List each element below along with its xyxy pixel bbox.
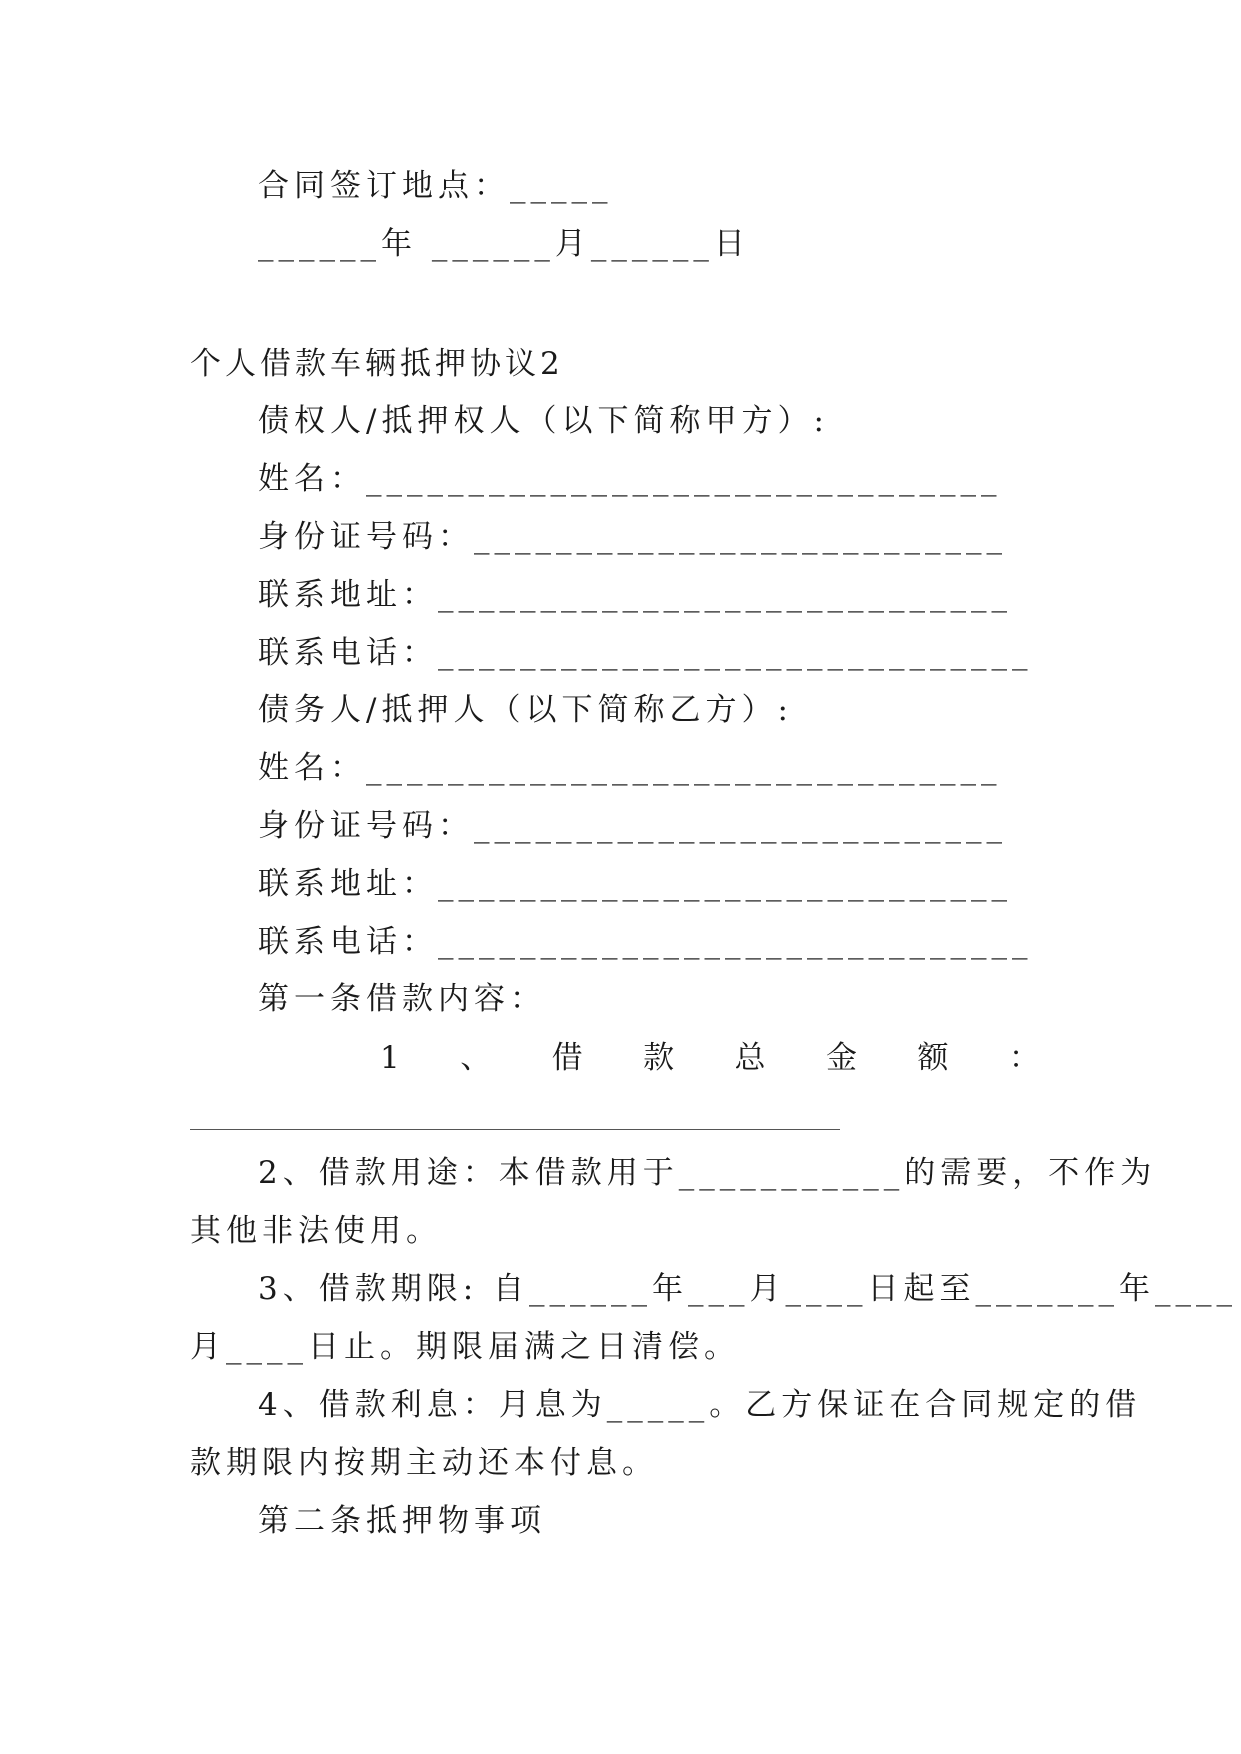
loan-total-char: 借 bbox=[551, 1040, 583, 1076]
loan-total-char: 、 bbox=[460, 1040, 492, 1076]
loan-total-char: 款 bbox=[643, 1040, 675, 1076]
loan-interest-line-2: 款期限内按期主动还本付息。 bbox=[190, 1445, 658, 1481]
debtor-heading: 债务人/抵押人（以下简称乙方）: bbox=[258, 692, 793, 728]
creditor-heading: 债权人/抵押权人（以下简称甲方）: bbox=[258, 403, 829, 439]
document-title: 个人借款车辆抵押协议2 bbox=[190, 346, 564, 382]
loan-total-char: 额 bbox=[917, 1040, 949, 1076]
loan-total-amount-label bbox=[380, 1038, 1040, 1078]
loan-total-char: ： bbox=[1008, 1040, 1040, 1076]
debtor-phone-field: 联系电话：_____________________________ bbox=[258, 924, 1033, 960]
loan-interest-line-1: 4、借款利息：月息为_____。乙方保证在合同规定的借 bbox=[258, 1387, 1142, 1423]
loan-purpose-line-1: 2、借款用途：本借款用于___________的需要，不作为 bbox=[258, 1155, 1157, 1191]
loan-total-char: 1 bbox=[380, 1040, 400, 1076]
article-2-heading: 第二条抵押物事项 bbox=[258, 1503, 546, 1539]
debtor-id-field: 身份证号码：__________________________ bbox=[258, 808, 1007, 844]
loan-term-line-2: 月____日止。期限届满之日清偿。 bbox=[190, 1329, 740, 1365]
loan-total-char: 总 bbox=[734, 1040, 766, 1076]
loan-total-blank-line bbox=[190, 1129, 840, 1130]
creditor-id-field: 身份证号码：__________________________ bbox=[258, 519, 1007, 555]
loan-term-line-1: 3、借款期限: 自______年___月____日起至_______年____ bbox=[258, 1271, 1238, 1307]
creditor-name-field: 姓名：_______________________________ bbox=[258, 461, 1002, 497]
article-1-heading: 第一条借款内容： bbox=[258, 981, 546, 1017]
debtor-name-field: 姓名：_______________________________ bbox=[258, 750, 1002, 786]
loan-purpose-line-2: 其他非法使用。 bbox=[190, 1213, 442, 1249]
loan-total-char: 金 bbox=[826, 1040, 857, 1076]
sign-date-line: ______年 ______月______日 bbox=[258, 226, 750, 262]
creditor-phone-field: 联系电话：_____________________________ bbox=[258, 635, 1033, 671]
debtor-address-field: 联系地址：____________________________ bbox=[258, 866, 1012, 902]
creditor-address-field: 联系地址：____________________________ bbox=[258, 577, 1012, 613]
sign-place-line: 合同签订地点：_____ bbox=[258, 168, 613, 204]
